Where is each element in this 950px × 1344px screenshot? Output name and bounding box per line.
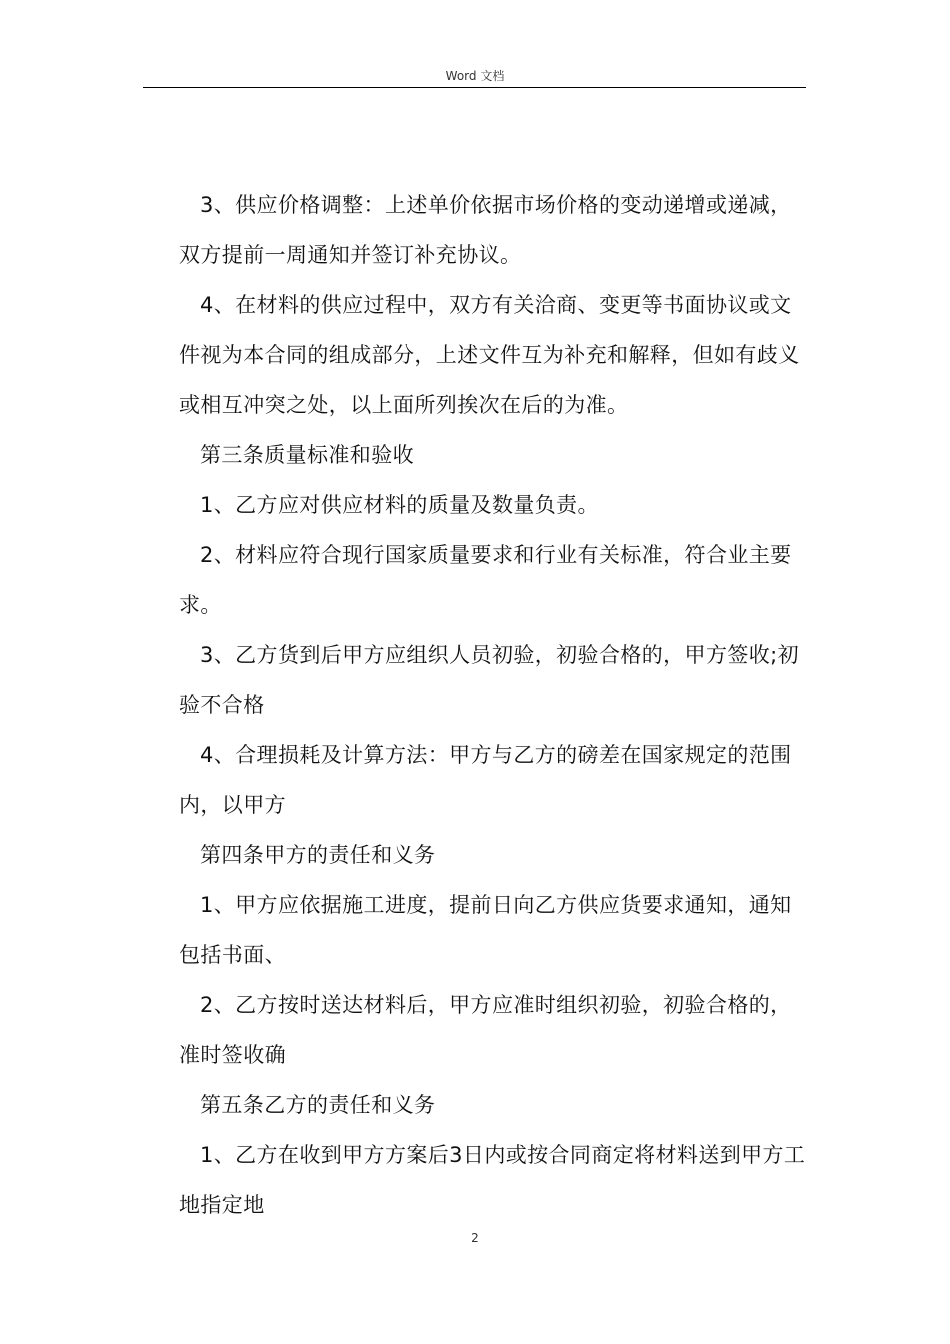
paragraph-quality-4: 4、合理损耗及计算方法：甲方与乙方的磅差在国家规定的范围内，以甲方: [179, 743, 792, 817]
paragraph-party-a-1: 1、甲方应依据施工进度，提前日向乙方供应货要求通知，通知包括书面、: [179, 893, 792, 967]
paragraph-supply-process: 4、在材料的供应过程中，双方有关洽商、变更等书面协议或文件视为本合同的组成部分，上述文件互为补充和解释，但如有歧义或相互冲突之处，以上面所列挨次在后的为准。: [179, 293, 800, 417]
section-heading-quality: 第三条质量标准和验收: [200, 443, 414, 467]
paragraph-quality-2: 2、材料应符合现行国家质量要求和行业有关标准，符合业主要求。: [179, 543, 792, 617]
section-heading-party-a: 第四条甲方的责任和义务: [200, 843, 436, 867]
page-number: 2: [471, 1231, 479, 1245]
paragraph-quality-1: 1、乙方应对供应材料的质量及数量负责。: [200, 493, 599, 517]
document-body: [179, 180, 811, 1230]
header-divider: [143, 87, 806, 88]
paragraph-party-b-1: 1、乙方在收到甲方方案后3日内或按合同商定将材料送到甲方工地指定地: [179, 1143, 806, 1217]
paragraph-party-a-2: 2、乙方按时送达材料后，甲方应准时组织初验，初验合格的，准时签收确: [179, 993, 792, 1067]
paragraph-quality-3: 3、乙方货到后甲方应组织人员初验，初验合格的，甲方签收;初验不合格: [179, 643, 800, 717]
section-heading-party-b: 第五条乙方的责任和义务: [200, 1093, 436, 1117]
paragraph-price-adjustment: 3、供应价格调整：上述单价依据市场价格的变动递增或递减，双方提前一周通知并签订补充协议。: [179, 193, 792, 267]
page-header: Word 文档: [445, 69, 505, 83]
